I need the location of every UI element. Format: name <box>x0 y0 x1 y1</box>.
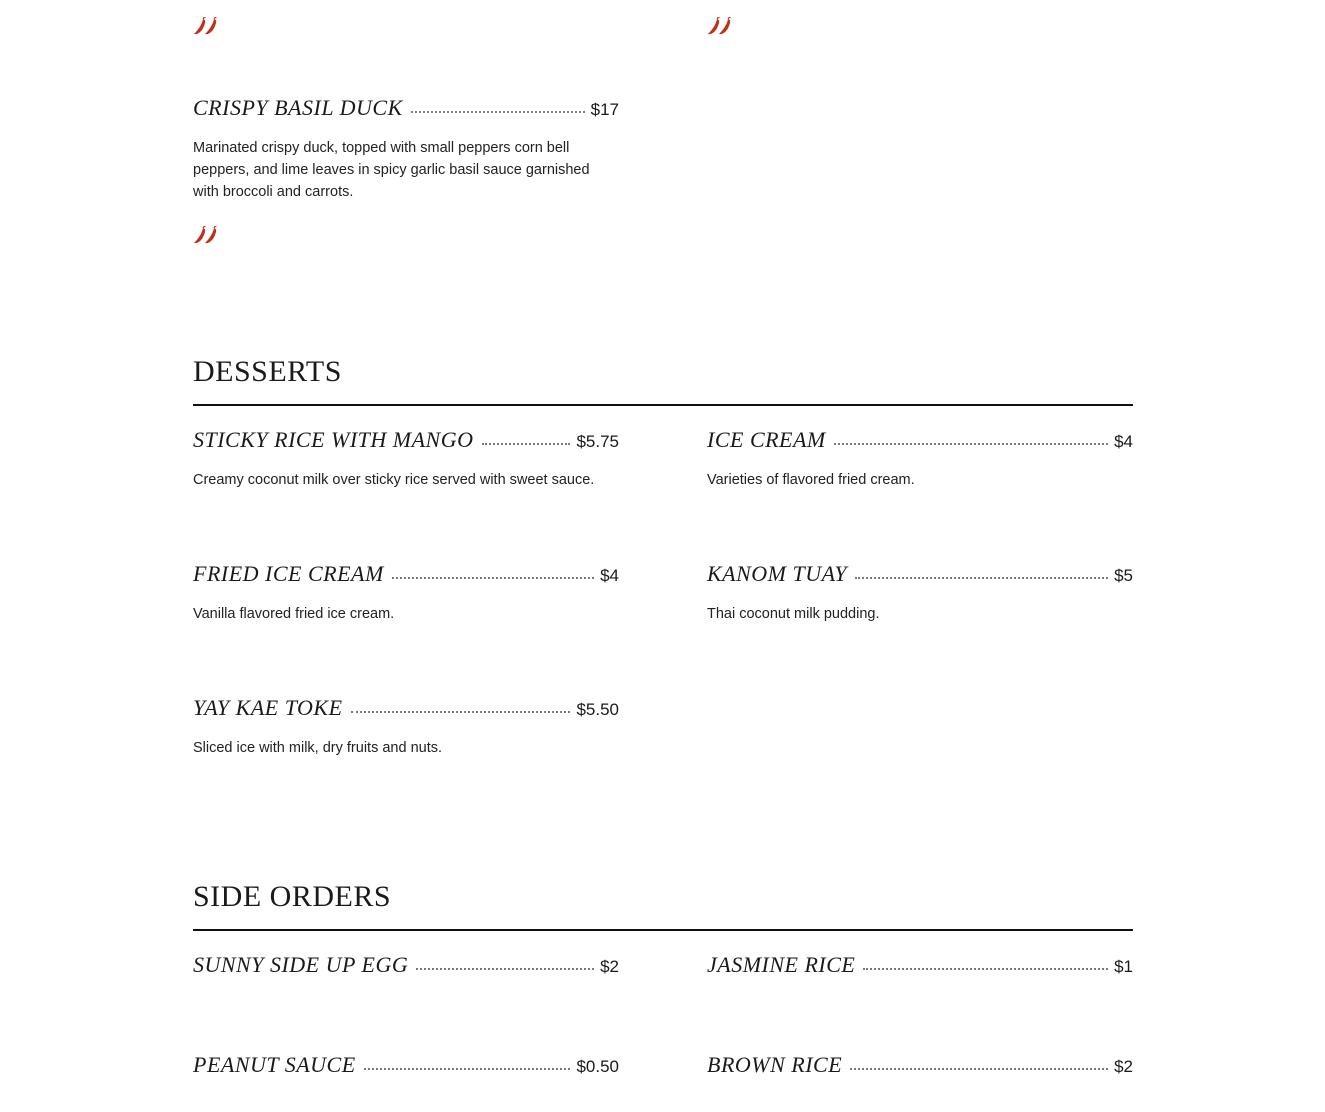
dot-leader <box>416 968 594 970</box>
dot-leader <box>834 443 1108 445</box>
item-price: $0.50 <box>576 1057 619 1076</box>
item-name: ICE CREAM <box>707 427 826 452</box>
item-price: $17 <box>590 100 619 119</box>
chili-pepper-icon <box>193 226 219 246</box>
menu-item-crispy-basil-duck <box>193 95 619 125</box>
item-price: $5.75 <box>576 432 619 451</box>
item-name: YAY KAE TOKE <box>193 695 343 720</box>
item-price: $4 <box>1114 432 1133 451</box>
item-description: Sliced ice with milk, dry fruits and nuts. <box>193 740 443 756</box>
dot-leader <box>855 577 1108 579</box>
item-price: $2 <box>1114 1057 1133 1076</box>
item-name: FRIED ICE CREAM <box>193 561 384 586</box>
dot-leader <box>482 443 571 445</box>
menu-item-ice-cream <box>707 427 1133 457</box>
dot-leader <box>392 577 594 579</box>
item-price: $1 <box>1114 957 1133 976</box>
dot-leader <box>364 1068 571 1070</box>
item-name: SUNNY SIDE UP EGG <box>193 952 409 977</box>
menu-item-sunny-side-up-egg <box>193 952 619 982</box>
item-description: Vanilla flavored fried ice cream. <box>193 606 395 622</box>
dot-leader <box>411 111 585 113</box>
item-name: PEANUT SAUCE <box>193 1052 356 1077</box>
item-name: JASMINE RICE <box>707 952 856 977</box>
item-description: Varieties of flavored fried cream. <box>707 472 915 488</box>
item-price: $2 <box>600 957 619 976</box>
menu-item-peanut-sauce <box>193 1052 619 1082</box>
chili-pepper-icon <box>707 17 733 37</box>
dot-leader <box>351 711 571 713</box>
item-description: Thai coconut milk pudding. <box>707 606 880 622</box>
section-title-side-orders: SIDE ORDERS <box>193 880 392 913</box>
item-price: $4 <box>600 566 619 585</box>
item-price: $5.50 <box>576 700 619 719</box>
item-description: Marinated crispy duck, topped with small peppers corn bell peppers, and lime leaves in spicy garlic basil sauce garnished with broccoli and carrots. <box>193 140 590 200</box>
section-title-desserts: DESSERTS <box>193 355 342 388</box>
section-divider <box>193 404 1133 406</box>
menu-item-fried-ice-cream <box>193 561 619 591</box>
menu-item-brown-rice <box>707 1052 1133 1082</box>
dot-leader <box>863 968 1108 970</box>
chili-pepper-icon <box>193 17 219 37</box>
item-name: STICKY RICE WITH MANGO <box>193 427 474 452</box>
item-name: BROWN RICE <box>707 1052 843 1077</box>
item-name: KANOM TUAY <box>707 561 848 586</box>
menu-item-yay-kae-toke <box>193 695 619 725</box>
menu-item-sticky-rice-with-mango <box>193 427 619 457</box>
item-name: CRISPY BASIL DUCK <box>193 95 403 120</box>
dot-leader <box>850 1068 1108 1070</box>
menu-item-jasmine-rice <box>707 952 1133 982</box>
item-price: $5 <box>1114 566 1133 585</box>
section-divider <box>193 929 1133 931</box>
menu-item-kanom-tuay <box>707 561 1133 591</box>
item-description: Creamy coconut milk over sticky rice served with sweet sauce. <box>193 472 595 488</box>
